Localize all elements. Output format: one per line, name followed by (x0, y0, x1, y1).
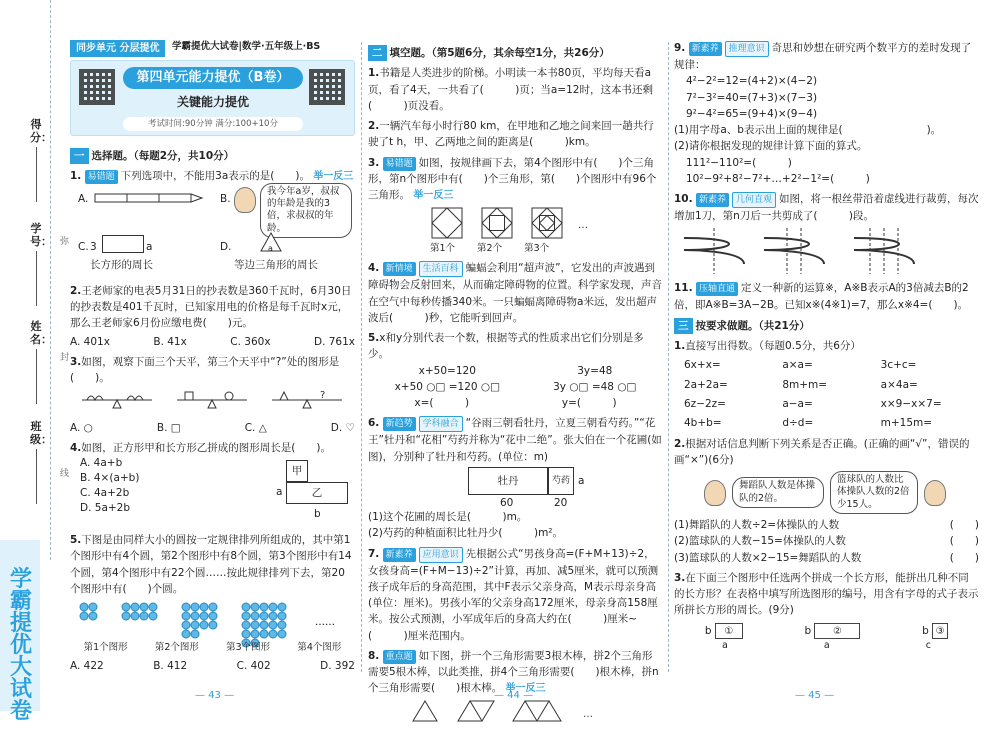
page-number: — 44 — (494, 690, 534, 701)
pattern-circle (131, 603, 139, 611)
rectangle-yi: 乙 (286, 482, 348, 504)
column-3 (674, 40, 979, 658)
question-1: 1. 易错题 下列选项中，不能用3a表示的是( )。 举一反三 A. B. 我今年a岁，叔叔的年龄是我的3倍，求叔叔的年龄。 C. 3 a 长方形的周长 D. a 等边三角形的周长 (70, 170, 354, 271)
girl-avatar-icon (924, 480, 946, 506)
more-practice-link[interactable]: 举一反三 (313, 171, 354, 183)
question-7: 7. 新素养 应用意识 先根据公式“男孩身高=(F+M+13)÷2，女孩身高=(F+M−13)÷2”计算，再加、减5厘米，就可以预测孩子成年后的身高范围，其中F表示父亲身高，M表示母亲身高(单位：厘米)。男孩小军的父亲身高172厘米，母亲身高158厘米。按公式预测，小军成年后的身高大约在( )厘米~( )厘米范围内。 (368, 547, 659, 642)
question-5: 5.x和y分别代表一个数，根据等式的性质求出它们分别是多少。 x+50=120 3y=48 x+50 ○□ =120 ○□ 3y ○□ =48 ○□ x=( ) y=( ) (368, 332, 644, 410)
column-1 (70, 143, 355, 678)
pattern-circle (200, 603, 208, 611)
question-9: 9. 新素养 推理意识 奇思和妙想在研究两个数平方的差时发现了规律： 4²−2²=12=(4+2)×(4−2) 7²−3²=40=(7+3)×(7−3) 9²−4²=65=(9+4)×(9−4) (1)用字母a、b表示出上面的规律是( )。 (2)请你根据发现的规律计算下面的算式。 111²−110²=( ) 10²−9²+8²−7²+…+2²−1²=( ) (674, 42, 972, 185)
options: A. ○ B. □ C. △ D. ♡ (70, 421, 355, 434)
ruler-figure (94, 191, 204, 207)
shape-placeholder: ○□ (569, 380, 589, 393)
question-1: 1.书籍是人类进步的阶梯。小明读一本书80页，平均每天看a页，看了4天，一共看了( )页；当a=12时，这本书还剩( )页没看。 (368, 67, 653, 112)
pattern-circle (251, 630, 259, 638)
speech-bubble: 篮球队的人数比体操队人数的2倍少15人。 (830, 471, 918, 514)
shape-options: b ① b ② b ③ (674, 623, 979, 639)
pattern-circle (209, 612, 217, 620)
pattern-circle (149, 612, 157, 620)
column-2 (368, 40, 663, 729)
page-number: — 45 — (795, 690, 835, 701)
pattern-circle (191, 612, 199, 620)
triangle-sticks-figure (408, 697, 668, 725)
exam-meta: 考试时间:90分钟 满分:100+10分 (123, 117, 303, 131)
pattern-circle (242, 630, 250, 638)
pattern-circle (269, 612, 277, 620)
question-3: 3. 易错题 如图，按规律画下去，第4个图形中有( )个三角形，第n个图形中有( )个三角形，第( )个图形中有96个三角形。 举一反三 … 第1个 第2个 第3个 (368, 155, 663, 257)
more-practice-link[interactable]: 举一反三 (413, 190, 454, 202)
section-heading: 二 填空题。（第5题6分，其余每空1分，共26分） (368, 45, 663, 61)
pattern-circle (209, 621, 217, 629)
pattern-circle (251, 621, 259, 629)
pattern-circle (260, 612, 268, 620)
pattern-circle (140, 612, 148, 620)
more-practice-link[interactable]: 举一反三 (505, 683, 546, 695)
ellipsis: …… (315, 617, 335, 629)
shape-placeholder: ○□ (426, 380, 446, 393)
binding-line (50, 0, 51, 560)
question-2: 2.王老师家的电表5月31日的抄表数是360千瓦时，6月30日的抄表数是401千瓦时，已知家用电的价格是每千瓦时x元，那么王老师家6月份应缴电费( )元。 A. 401x B. 41x C. 360x D. 761x (70, 283, 355, 350)
balance-scales-figure (82, 386, 352, 412)
pattern-circle (191, 630, 199, 638)
pattern-circle (191, 603, 199, 611)
pattern-circle (200, 621, 208, 629)
question-4: 4.如图，正方形甲和长方形乙拼成的图形周长是( )。 A. 4a+b B. 4×(a+b) C. 4a+2b D. 5a+2b 甲 乙 a b (70, 440, 355, 528)
svg-text:…: … (583, 708, 593, 720)
question-10: 10. 新素养 几何直观 如图，将一根丝带沿着虚线进行裁剪，每次增加1刀，第n刀后一共剪成了( )段。 (674, 191, 979, 276)
question-8: 8. 重点题 如下图，拼一个三角形需要3根木棒，拼2个三角形需要5根木棒，以此类推，拼4个三角形需要( )根木棒，拼n个三角形需要( )根木棒。 举一反三 … (368, 648, 663, 725)
pattern-circle (122, 603, 130, 611)
flower-bed-figure: 牡丹 芍药 a 60 20 (468, 465, 663, 509)
question-3: 3.在下面三个图形中任选两个拼成一个长方形，能拼出几种不同的长方形？在表格中填写所选图形的编号，用含有字母的式子表示所拼长方形的周长。(9分) b ① b ② b ③ a a c (674, 571, 979, 651)
pattern-circle (80, 612, 88, 620)
svg-text:…: … (578, 219, 588, 231)
pattern-circle (200, 612, 208, 620)
shape-placeholder: ○□ (617, 380, 637, 393)
speech-bubble: 我今年a岁，叔叔的年龄是我的3倍，求叔叔的年龄。 (260, 183, 352, 238)
cut-mark: 封 (60, 353, 70, 363)
pattern-circle (278, 612, 286, 620)
pattern-circle (269, 603, 277, 611)
question-4: 4. 新情境 生活百科 蝙蝠会利用“超声波”，它发出的声波遇到障碍物会反射回来，从而确定障碍物的位置。科学家发现，声音在空气中每秒传播340米。一只蝙蝠离障碍物a米远，发出超声波后( )秒，它能听到回声。 (368, 262, 662, 324)
pattern-circle (182, 612, 190, 620)
pattern-circle (260, 630, 268, 638)
pattern-circle (182, 621, 190, 629)
question-5: 5.下图是由同样大小的圆按一定规律排列所组成的，其中第1个图形中有4个圆，第2个图形中有8个圆，第3个图形中有14个圆，第4个图形中有22个圆……按此规律排列下去，第20个图形中有( )个圆。 …… 第1个图形 第2个图形 第3个图形 第4个图形 A. 422 B. 412 C. 402 D. 392 (70, 532, 355, 674)
pattern-circle (269, 630, 277, 638)
boy-avatar-icon (704, 480, 726, 506)
speech-bubble: 舞蹈队人数是体操队的2倍。 (732, 477, 824, 508)
section-heading: 三 按要求做题。（共21分） (674, 318, 979, 334)
pattern-circle (182, 630, 190, 638)
svg-text:?: ? (320, 390, 326, 402)
pattern-circle (251, 603, 259, 611)
question-3: 3.如图，观察下面三个天平，第三个天平中“?”处的图形是( )。 ? A. ○ B. □ C. △ D. ♡ (70, 354, 355, 436)
question-1: 1.直接写出得数。（每题0.5分，共6分） 6x+x= a×a= 3c+c= 2a+2a= 8m+m= a×4a= 6z−2z= a−a= x×9−x×7= 4b+b= d÷d= m+15m= (674, 338, 979, 431)
options: A. 422 B. 412 C. 402 D. 392 (70, 659, 355, 672)
name-label: 姓名： (30, 320, 42, 404)
pattern-circle (182, 603, 190, 611)
pattern-circle (242, 621, 250, 629)
pattern-circle (278, 621, 286, 629)
square-jia: 甲 (286, 460, 308, 482)
pattern-circle (278, 630, 286, 638)
difficulty-tag: 易错题 (85, 170, 118, 184)
pattern-circle (89, 612, 97, 620)
quick-calc-grid: 6x+x= a×a= 3c+c= 2a+2a= 8m+m= a×4a= 6z−2z= a−a= x×9−x×7= 4b+b= d÷d= m+15m= (684, 359, 942, 430)
title-panel (70, 60, 355, 136)
pattern-circle (278, 603, 286, 611)
cut-mark: 弥 (60, 237, 70, 247)
student-id-label: 学号： (30, 222, 42, 306)
pattern-circle (149, 603, 157, 611)
pattern-circle (251, 612, 259, 620)
cut-mark: 线 (60, 469, 70, 479)
page-title: 第四单元能力提优（B卷） (123, 67, 303, 89)
pattern-circle (89, 603, 97, 611)
unit-tag: 同步单元 分层提优 (70, 40, 165, 57)
pattern-circle (140, 603, 148, 611)
page-subtitle: 关键能力提优 (176, 95, 249, 109)
brand-logo: 学霸提优大试卷 (9, 566, 32, 724)
options: A. 401x B. 41x C. 360x D. 761x (70, 335, 355, 348)
options: A. 4a+b B. 4×(a+b) C. 4a+2b D. 5a+2b (80, 457, 140, 515)
circle-pattern-figure (70, 601, 355, 641)
binding-margin (0, 0, 70, 724)
section-heading: 一 选择题。（每题2分，共10分） (70, 148, 355, 164)
nested-squares-figure (428, 206, 668, 242)
question-11: 11. 压轴直通 定义一种新的运算※，A※B表示A的3倍减去B的2倍，即A※B=3A−2B。已知x※(4※1)=7，那么x※4=( )。 (674, 282, 969, 311)
child-avatar-icon (234, 187, 256, 213)
qr-code-icon (309, 69, 345, 105)
pattern-circle (260, 603, 268, 611)
pattern-circle (269, 621, 277, 629)
column-divider (361, 42, 362, 672)
ribbon (764, 238, 824, 264)
shape-placeholder: ○□ (480, 380, 500, 393)
ribbon-cut-figure (674, 226, 974, 276)
pattern-circle (260, 621, 268, 629)
pattern-circle (242, 603, 250, 611)
series-title: 学霸提优大试卷|数学·五年级上·BS (172, 41, 321, 52)
question-2: 2.根据对话信息判断下列关系是否正确。(正确的画“√”，错误的画“×”)(6分) 舞蹈队人数是体操队的2倍。 篮球队的人数比体操队人数的2倍少15人。 (1)舞蹈队的人数÷2=体操队的人数 ( ) (2)篮球队的人数−15=体操队的人数 ( ) (3)篮球队的人数×2−15=舞蹈队的人数 ( ) (674, 437, 979, 564)
score-label: 得分： (30, 118, 42, 202)
pattern-circle (80, 603, 88, 611)
class-label: 班级： (30, 420, 42, 504)
pattern-circle (122, 612, 130, 620)
question-2: 2.一辆汽车每小时行80 km，在甲地和乙地之间来回一趟共行驶了t h，甲、乙两地之间的距离是( )km。 (368, 120, 654, 149)
qr-code-icon (79, 69, 115, 105)
column-divider (668, 42, 669, 672)
pattern-circle (242, 612, 250, 620)
rectangle-figure (102, 235, 144, 253)
page-number: — 43 — (195, 690, 235, 701)
question-6: 6. 新趋势 学科融合 “谷雨三朝看牡丹，立夏三朝看芍药。”“花王”牡丹和“花相”芍药并称为“花中二绝”。张大伯在一个花圃(如图)，分别种了牡丹和芍药。(单位：m) 牡丹 芍药 a 60 20 (1)这个花圃的周长是( )m。 (2)芍药的种植面积比牡丹少( )m²。 (368, 417, 662, 540)
pattern-circle (191, 621, 199, 629)
pattern-circle (131, 612, 139, 620)
pattern-circle (209, 603, 217, 611)
